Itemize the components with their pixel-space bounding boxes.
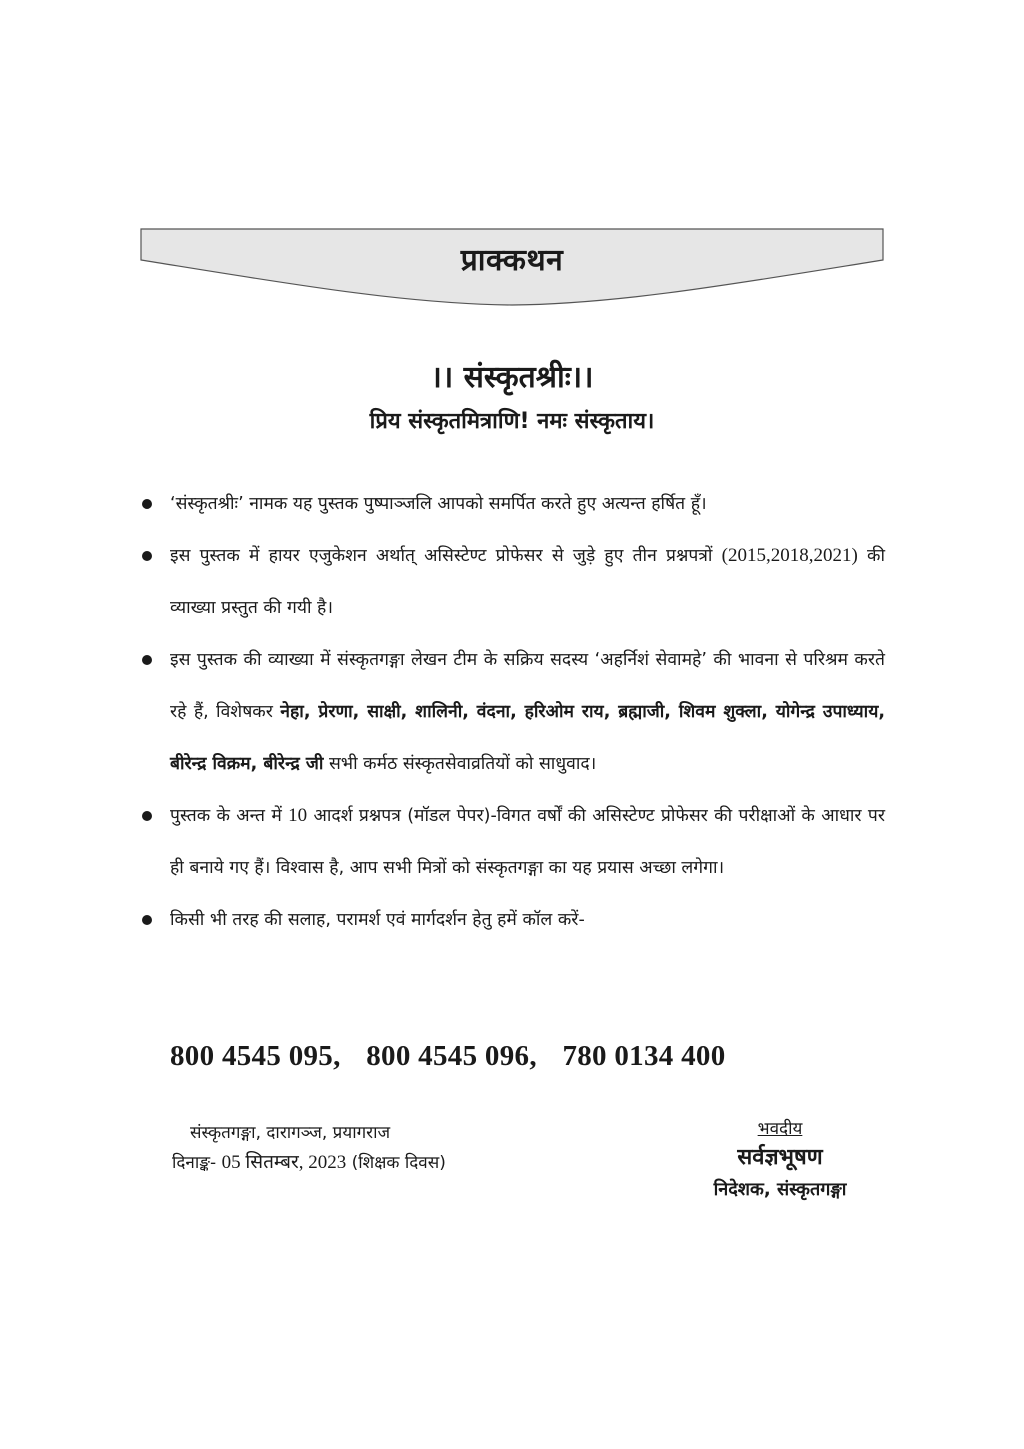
bullet-text: सभी कर्मठ संस्कृतसेवाव्रतियों को साधुवाद। [323,754,597,774]
list-item [140,530,885,634]
list-item [140,634,885,790]
team-names: नेहा, प्रेरणा, साक्षी, शालिनी, वंदना, हरिओम राय, ब्रह्माजी, शिवम शुक्ला, योगेन्द्र उपाध्याय, बीरेन्द्र विक्रम, बीरेन्द्र जी [170,702,885,774]
phone-number: 800 4545 096, [366,1040,537,1072]
signatory-name: सर्वज्ञभूषण [737,1145,823,1170]
list-item [140,790,885,894]
signatory-title: निदेशक, संस्कृतगङ्गा [713,1179,847,1200]
bullet-icon [142,551,152,561]
date-line [172,1148,446,1178]
page-title: प्राक्कथन [460,243,564,278]
phone-number: 780 0134 400 [562,1040,726,1072]
list-item [140,478,885,530]
main-heading: ।। संस्कृतश्रीः।। [430,360,594,395]
years-text: (2015,2018,2021) [721,545,858,566]
bullet-icon [142,499,152,509]
address: संस्कृतगङ्गा, दारागञ्ज, प्रयागराज [190,1123,391,1143]
phone-number: 800 4545 095, [170,1040,341,1072]
bullet-text: इस पुस्तक में हायर एजुकेशन अर्थात् असिस्टेण्ट प्रोफेसर से जुड़े हुए तीन प्रश्नपत्रों [170,546,722,566]
signature-label: भवदीय [757,1119,803,1139]
paper-count: 10 [288,805,308,826]
bullet-text: आदर्श प्रश्नपत्र (मॉडल पेपर)-विगत वर्षों की असिस्टेण्ट प्रोफेसर की परीक्षाओं के आधार पर ही बनाये गए हैं। विश्वास है, आप सभी मित्रों को संस्कृतगङ्गा का यह प्रयास अच्छा लगेगा। [170,806,885,878]
title-banner [140,228,884,308]
bullet-text: किसी भी तरह की सलाह, परामर्श एवं मार्गदर्शन हेतु हमें कॉल करें- [170,910,585,930]
bullet-icon [142,655,152,665]
date-note: (शिक्षक दिवस) [346,1153,446,1173]
bullet-list [140,478,885,946]
footer-address-block [172,1118,446,1178]
bullet-icon [142,811,152,821]
phone-numbers [170,1040,726,1073]
sub-heading: प्रिय संस्कृतमित्राणि! नमः संस्कृताय। [369,409,655,434]
list-item [140,894,885,946]
signature-block [680,1116,880,1206]
date-label: दिनाङ्क- [172,1153,222,1173]
bullet-text: ‘संस्कृतश्रीः’ नामक यह पुस्तक पुष्पाञ्जलि आपको समर्पित करते हुए अत्यन्त हर्षित हूँ। [170,494,707,514]
bullet-text: पुस्तक के अन्त में [170,806,289,826]
date-value: 05 सितम्बर, 2023 [221,1152,347,1173]
bullet-icon [142,915,152,925]
bullet-text: इस पुस्तक की व्याख्या में संस्कृतगङ्गा लेखन टीम के सक्रिय सदस्य ‘अहर्निशं सेवामहे’ की भावना से परिश्रम करते रहे हैं, विशेषकर [170,650,885,722]
bullet-text: की व्याख्या प्रस्तुत की गयी है। [170,546,885,618]
